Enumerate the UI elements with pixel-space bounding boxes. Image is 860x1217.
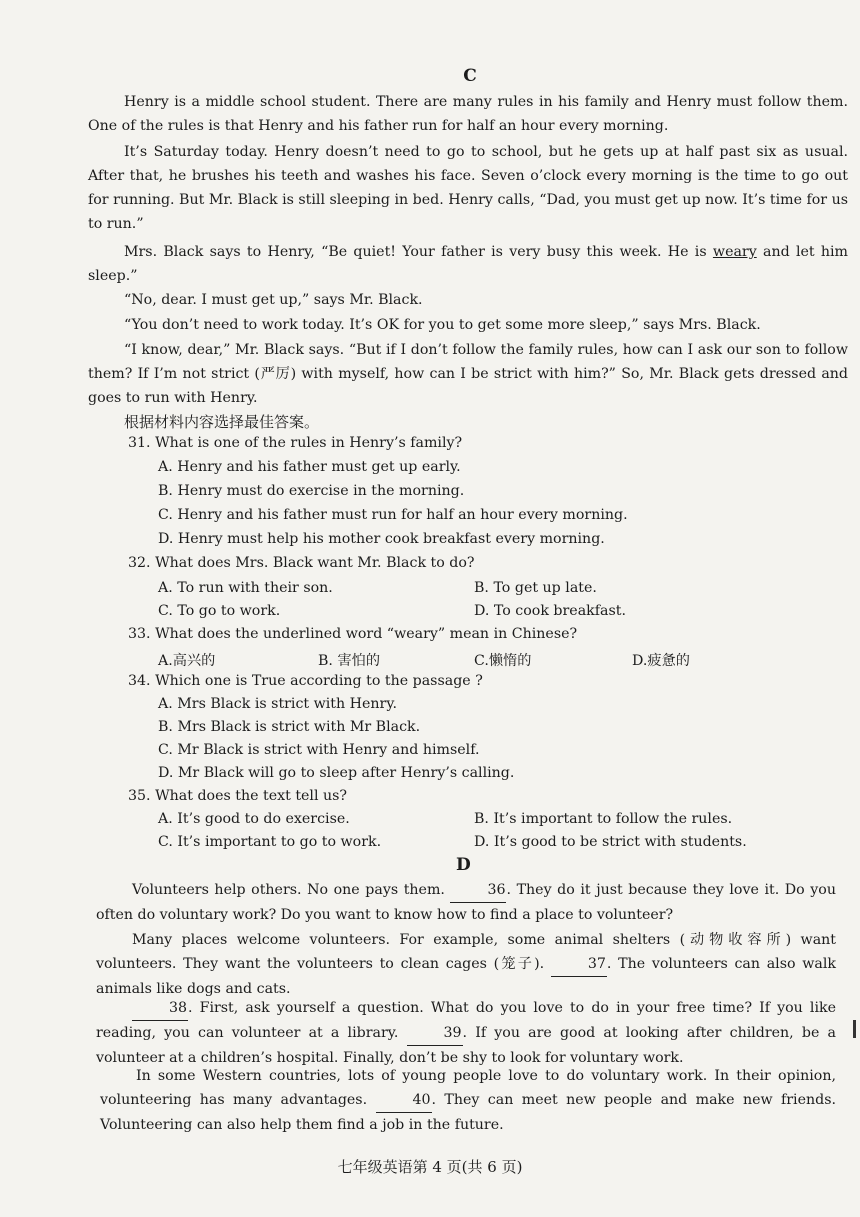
question-35-stem: 35. What does the text tell us? — [128, 788, 348, 804]
instruction: 根据材料内容选择最佳答案。 — [124, 413, 320, 431]
question-34-option-c[interactable]: C. Mr Black is strict with Henry and himself. — [158, 742, 480, 758]
blank-40[interactable]: 40 — [376, 1088, 432, 1113]
question-32-option-b[interactable]: B. To get up late. — [474, 580, 597, 596]
passage-c-paragraph-4: “No, dear. I must get up,” says Mr. Black. — [124, 292, 423, 308]
passage-c-paragraph-5: “You don’t need to work today. It’s OK for you to get some more sleep,” says Mrs. Black. — [124, 317, 761, 333]
passage-d-paragraph-3: 38. First, ask yourself a question. What do you love to do in your free time? If you like reading, you can volunteer at a library. 39. If you are good at looking after children, be a volunteer at a children’s hospital. Finally, don’t be shy to look for voluntary work. — [96, 996, 836, 1070]
section-d-title: D — [456, 855, 471, 875]
blank-37[interactable]: 37 — [551, 952, 607, 977]
passage-c-paragraph-1: Henry is a middle school student. There are many rules in his family and Henry must follow them. One of the rules is that Henry and his father run for half an hour every morning. — [88, 94, 848, 134]
question-31-option-c[interactable]: C. Henry and his father must run for half an hour every morning. — [158, 507, 628, 523]
margin-mark — [853, 1020, 856, 1038]
underlined-word-weary: weary — [712, 244, 757, 260]
passage-c-paragraph-6: “I know, dear,” Mr. Black says. “But if I don’t follow the family rules, how can I ask our son to follow them? If I’m not strict (严厉) with myself, how can I be strict with him?” So, Mr. Black gets dressed and goes to run with Henry. — [88, 342, 848, 406]
question-34-option-a[interactable]: A. Mrs Black is strict with Henry. — [158, 696, 397, 712]
question-33-option-d[interactable]: D.疲惫的 — [632, 653, 690, 669]
question-32-option-c[interactable]: C. To go to work. — [158, 603, 281, 619]
passage-c-paragraph-3: Mrs. Black says to Henry, “Be quiet! Your father is very busy this week. He is weary and let him sleep.” — [88, 244, 848, 284]
section-c-title: C — [463, 66, 477, 86]
page-footer: 七年级英语第 4 页(共 6 页) — [337, 1158, 523, 1176]
question-31-option-d[interactable]: D. Henry must help his mother cook breakfast every morning. — [158, 531, 605, 547]
passage-d-paragraph-4: In some Western countries, lots of young people love to do voluntary work. In their opinion, volunteering has many advantages. 40. They can meet new people and make new friends. Volunteering can also help them find a job in the future. — [100, 1068, 836, 1133]
question-33-option-b[interactable]: B. 害怕的 — [318, 653, 381, 669]
question-34-stem: 34. Which one is True according to the passage ? — [128, 673, 483, 689]
question-35-option-b[interactable]: B. It’s important to follow the rules. — [474, 811, 733, 827]
blank-39[interactable]: 39 — [407, 1021, 463, 1046]
question-31-option-b[interactable]: B. Henry must do exercise in the morning. — [158, 483, 465, 499]
question-35-option-d[interactable]: D. It’s good to be strict with students. — [474, 834, 747, 850]
question-33-stem: 33. What does the underlined word “weary” mean in Chinese? — [128, 626, 578, 642]
question-35-option-a[interactable]: A. It’s good to do exercise. — [158, 811, 350, 827]
question-32-stem: 32. What does Mrs. Black want Mr. Black to do? — [128, 555, 475, 571]
question-34-option-d[interactable]: D. Mr Black will go to sleep after Henry’s calling. — [158, 765, 515, 781]
passage-d-paragraph-2: Many places welcome volunteers. For example, some animal shelters (动物收容所) want volunteers. They want the volunteers to clean cages (笼子). 37. The volunteers can also walk animals like dogs and cats. — [96, 932, 836, 997]
question-33-option-c[interactable]: C.懒惰的 — [474, 653, 532, 669]
passage-d-paragraph-1: Volunteers help others. No one pays them. 36. They do it just because they love it. Do you often do voluntary work? Do you want to know how to find a place to volunteer? — [96, 878, 836, 927]
question-32-option-d[interactable]: D. To cook breakfast. — [474, 603, 626, 619]
question-31-stem: 31. What is one of the rules in Henry’s family? — [128, 435, 463, 451]
blank-36[interactable]: 36 — [450, 878, 506, 903]
question-31-option-a[interactable]: A. Henry and his father must get up early. — [158, 459, 461, 475]
passage-c-paragraph-2: It’s Saturday today. Henry doesn’t need to go to school, but he gets up at half past six as usual. After that, he brushes his teeth and washes his face. Seven o’clock every morning is the time to go out for running. But Mr. Black is still sleeping in bed. Henry calls, “Dad, you must get up now. It’s time for us to run.” — [88, 144, 848, 232]
blank-38[interactable]: 38 — [132, 996, 188, 1021]
question-33-option-a[interactable]: A.高兴的 — [158, 653, 216, 669]
question-32-option-a[interactable]: A. To run with their son. — [158, 580, 333, 596]
question-35-option-c[interactable]: C. It’s important to go to work. — [158, 834, 382, 850]
question-34-option-b[interactable]: B. Mrs Black is strict with Mr Black. — [158, 719, 421, 735]
